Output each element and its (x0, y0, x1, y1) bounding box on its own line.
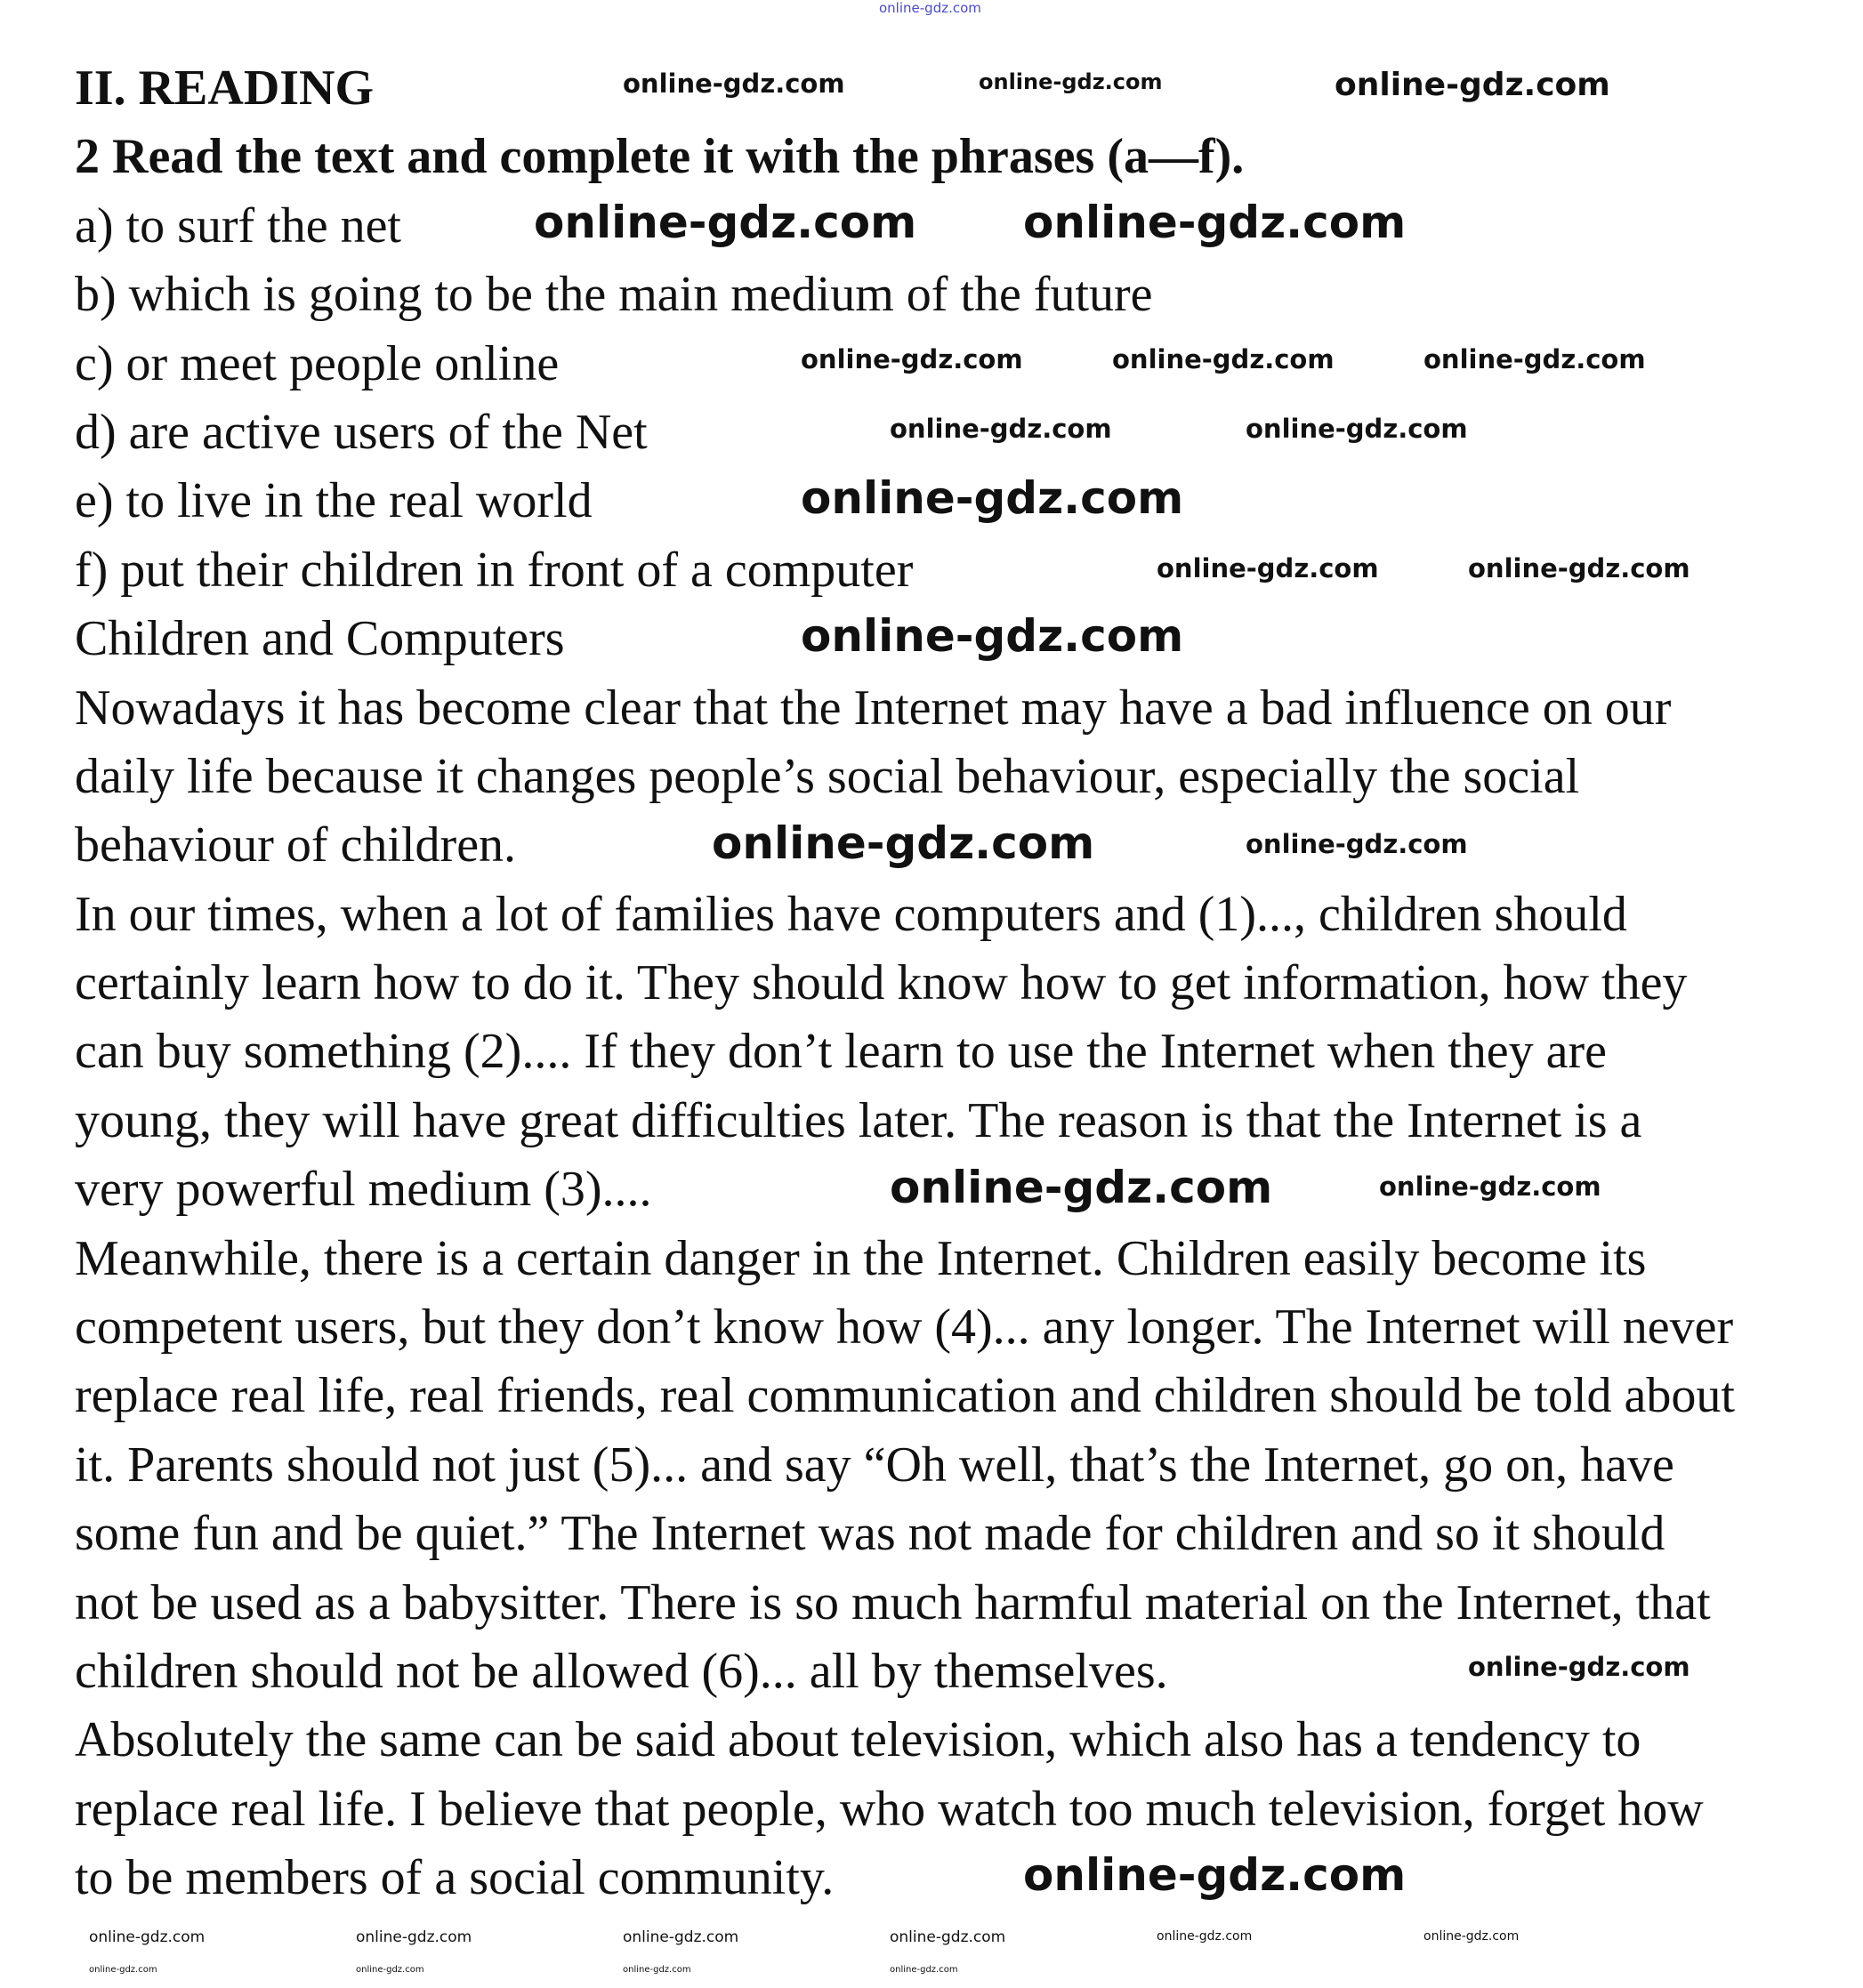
body-line: In our times, when a lot of families have computers and (1)..., children should (75, 886, 1627, 942)
watermark: online-gdz.com (1423, 1929, 1520, 1944)
body-line: replace real life. I believe that people, who watch too much television, forget how (75, 1781, 1704, 1837)
watermark: online-gdz.com (1379, 1171, 1601, 1202)
watermark: online-gdz.com (1023, 1849, 1407, 1901)
watermark: online-gdz.com (801, 610, 1184, 662)
phrase-b: b) which is going to be the main medium of the future (75, 267, 1153, 323)
watermark: online-gdz.com (1423, 344, 1646, 374)
body-line: can buy something (2).... If they don’t learn to use the Internet when they are (75, 1024, 1607, 1080)
body-line: Absolutely the same can be said about television, which also has a tendency to (75, 1712, 1641, 1768)
watermark: online-gdz.com (1112, 344, 1335, 374)
watermark: online-gdz.com (623, 1965, 691, 1975)
body-line: certainly learn how to do it. They should know how to get information, how they (75, 955, 1688, 1011)
watermark: online-gdz.com (1335, 67, 1610, 103)
watermark: online-gdz.com (89, 1965, 157, 1975)
watermark: online-gdz.com (1157, 553, 1379, 584)
watermark: online-gdz.com (712, 817, 1095, 869)
watermark: online-gdz.com (890, 1162, 1273, 1213)
body-line: children should not be allowed (6)... all by themselves. (75, 1643, 1168, 1699)
watermark: online-gdz.com (1468, 1652, 1690, 1682)
text-title: Children and Computers (75, 611, 565, 667)
watermark: online-gdz.com (356, 1928, 472, 1946)
body-line: young, they will have great difficulties later. The reason is that the Internet is a (75, 1092, 1642, 1148)
watermark: online-gdz.com (801, 472, 1184, 524)
watermark: online-gdz.com (801, 344, 1023, 374)
watermark: online-gdz.com (1468, 553, 1690, 584)
watermark: online-gdz.com (534, 197, 917, 248)
task-instruction: 2 Read the text and complete it with the phrases (a—f). (75, 129, 1245, 185)
watermark: online-gdz.com (89, 1928, 206, 1946)
body-line: it. Parents should not just (5)... and say “Oh well, that’s the Internet, go on, have (75, 1437, 1674, 1493)
phrase-f: f) put their children in front of a computer (75, 542, 914, 598)
body-line: to be members of a social community. (75, 1850, 835, 1906)
body-line: not be used as a babysitter. There is so much harmful material on the Internet, that (75, 1574, 1711, 1630)
section-heading: II. READING (75, 60, 375, 116)
watermark: online-gdz.com (979, 69, 1163, 94)
body-line: Nowadays it has become clear that the Internet may have a bad influence on our (75, 680, 1672, 736)
watermark: online-gdz.com (356, 1965, 424, 1975)
phrase-e: e) to live in the real world (75, 473, 593, 529)
watermark: online-gdz.com (879, 0, 981, 16)
watermark: online-gdz.com (890, 414, 1112, 444)
watermark: online-gdz.com (623, 68, 845, 99)
body-line: very powerful medium (3).... (75, 1162, 652, 1218)
document-text (75, 54, 1735, 1913)
body-line: Meanwhile, there is a certain danger in the Internet. Children easily become its (75, 1230, 1647, 1286)
body-line: behaviour of children. (75, 817, 517, 873)
watermark: online-gdz.com (890, 1965, 958, 1975)
watermark: online-gdz.com (890, 1928, 1006, 1946)
body-line: replace real life, real friends, real communication and children should be told about (75, 1368, 1735, 1424)
phrase-a: a) to surf the net (75, 197, 401, 254)
phrase-c: c) or meet people online (75, 335, 560, 391)
watermark: online-gdz.com (1023, 197, 1407, 248)
watermark: online-gdz.com (1246, 414, 1468, 444)
body-line: some fun and be quiet.” The Internet was not made for children and so it should (75, 1506, 1665, 1562)
body-line: daily life because it changes people’s social behaviour, especially the social (75, 748, 1580, 804)
watermark: online-gdz.com (1246, 829, 1468, 859)
watermark: online-gdz.com (1157, 1929, 1253, 1944)
watermark: online-gdz.com (623, 1928, 739, 1946)
phrase-d: d) are active users of the Net (75, 404, 648, 460)
body-line: competent users, but they don’t know how (4)... any longer. The Internet will never (75, 1300, 1734, 1356)
